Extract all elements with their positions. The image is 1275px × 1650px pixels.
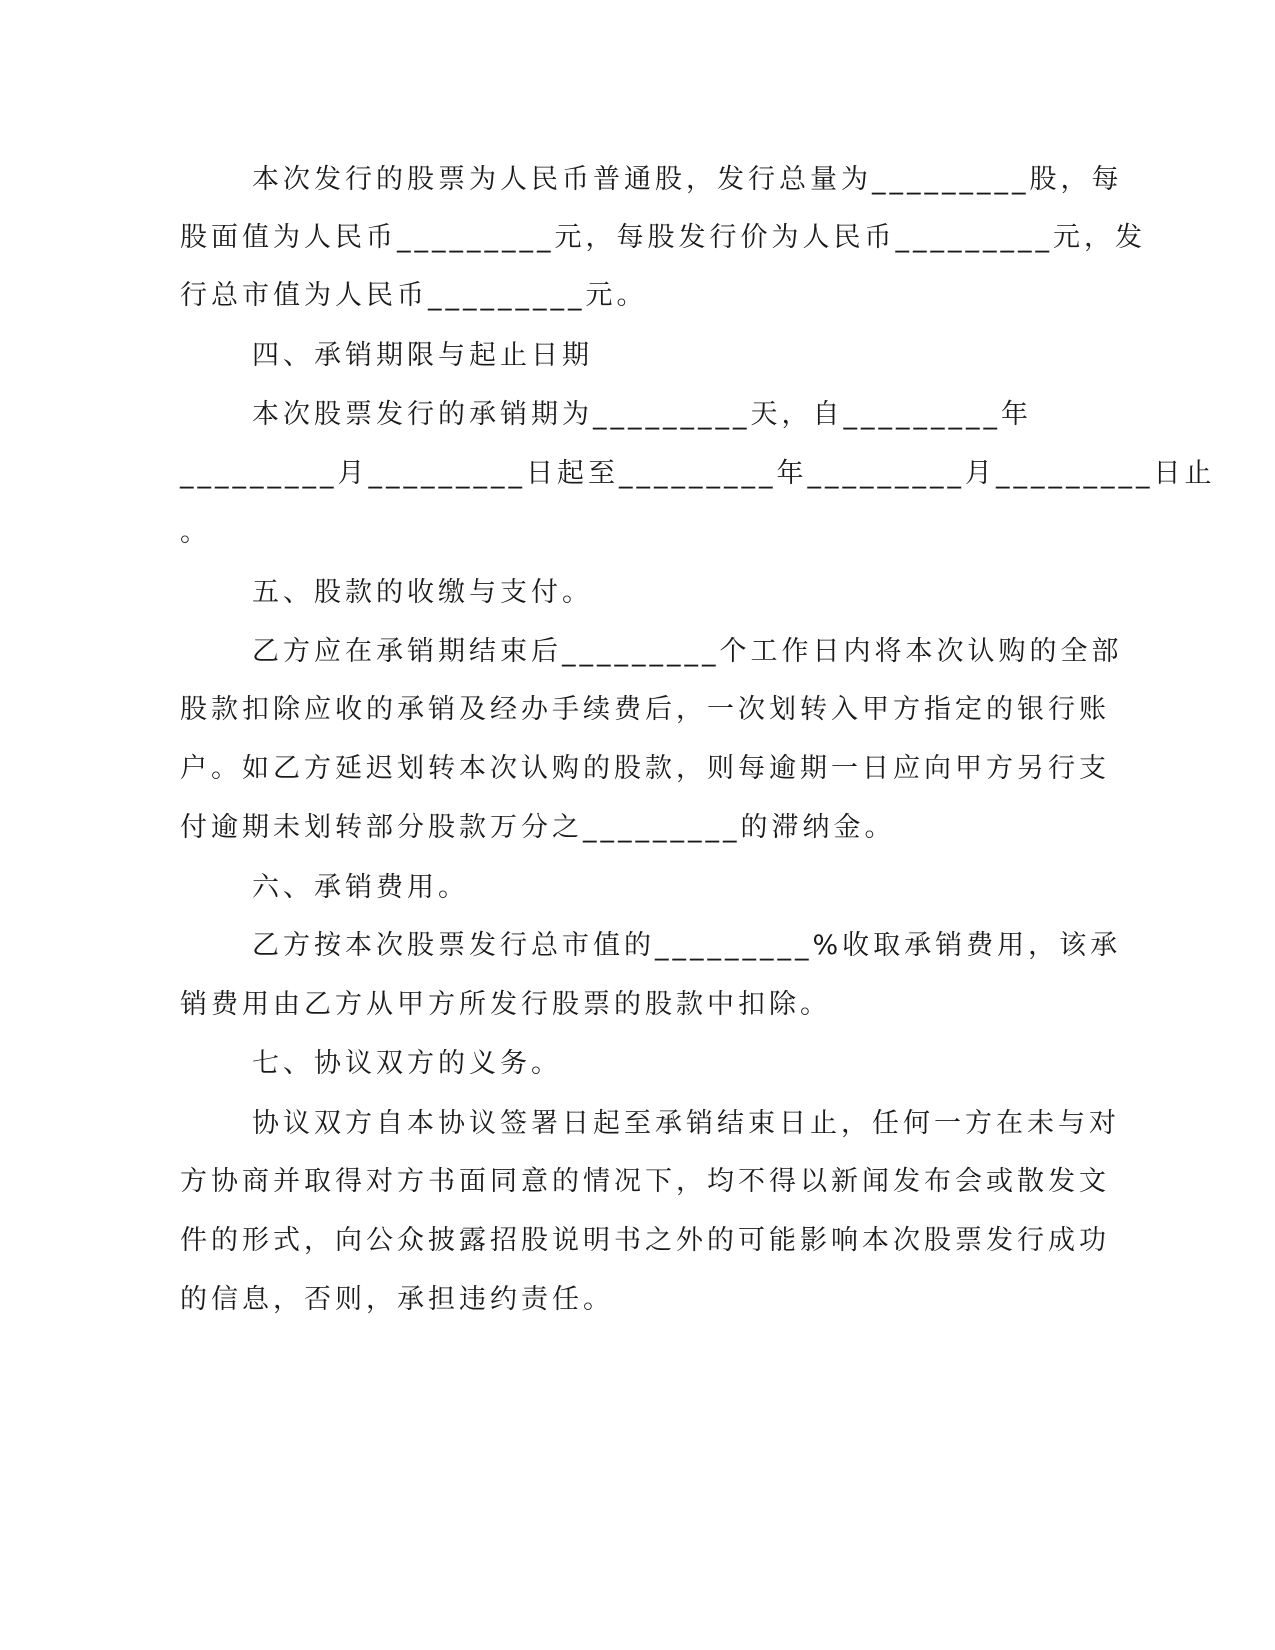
paragraph-line: 本次股票发行的承销期为_________天，自_________年 [252,399,1032,430]
section-heading: 七、协议双方的义务。 [252,1048,562,1079]
paragraph-line: 股面值为人民币_________元，每股发行价为人民币_________元，发 [180,222,1146,253]
paragraph-line: 协议双方自本协议签署日起至承销结束日止，任何一方在未与对 [252,1108,1120,1139]
paragraph-line: 付逾期未划转部分股款万分之_________的滞纳金。 [180,812,896,843]
section-heading: 五、股款的收缴与支付。 [252,577,593,608]
paragraph-line: 方协商并取得对方书面同意的情况下，均不得以新闻发布会或散发文 [180,1166,1110,1197]
paragraph-line: 乙方按本次股票发行总市值的_________%收取承销费用，该承 [252,930,1122,961]
paragraph-line: 行总市值为人民币_________元。 [180,280,648,311]
paragraph-line: 户。如乙方延迟划转本次认购的股款，则每逾期一日应向甲方另行支 [180,753,1110,784]
section-heading: 四、承销期限与起止日期 [252,340,593,371]
paragraph-line: 股款扣除应收的承销及经办手续费后，一次划转入甲方指定的银行账 [180,694,1110,725]
paragraph-line: 乙方应在承销期结束后_________个工作日内将本次认购的全部 [252,636,1123,667]
paragraph-line: _________月_________日起至_________年_________月_________日止 [180,458,1216,489]
paragraph-line: 的信息，否则，承担违约责任。 [180,1284,614,1315]
paragraph-line: 销费用由乙方从甲方所发行股票的股款中扣除。 [180,989,831,1020]
section-heading: 六、承销费用。 [252,872,469,903]
paragraph-line: 本次发行的股票为人民币普通股，发行总量为_________股，每 [252,164,1123,195]
paragraph-line: 。 [180,517,211,548]
paragraph-line: 件的形式，向公众披露招股说明书之外的可能影响本次股票发行成功 [180,1225,1110,1256]
